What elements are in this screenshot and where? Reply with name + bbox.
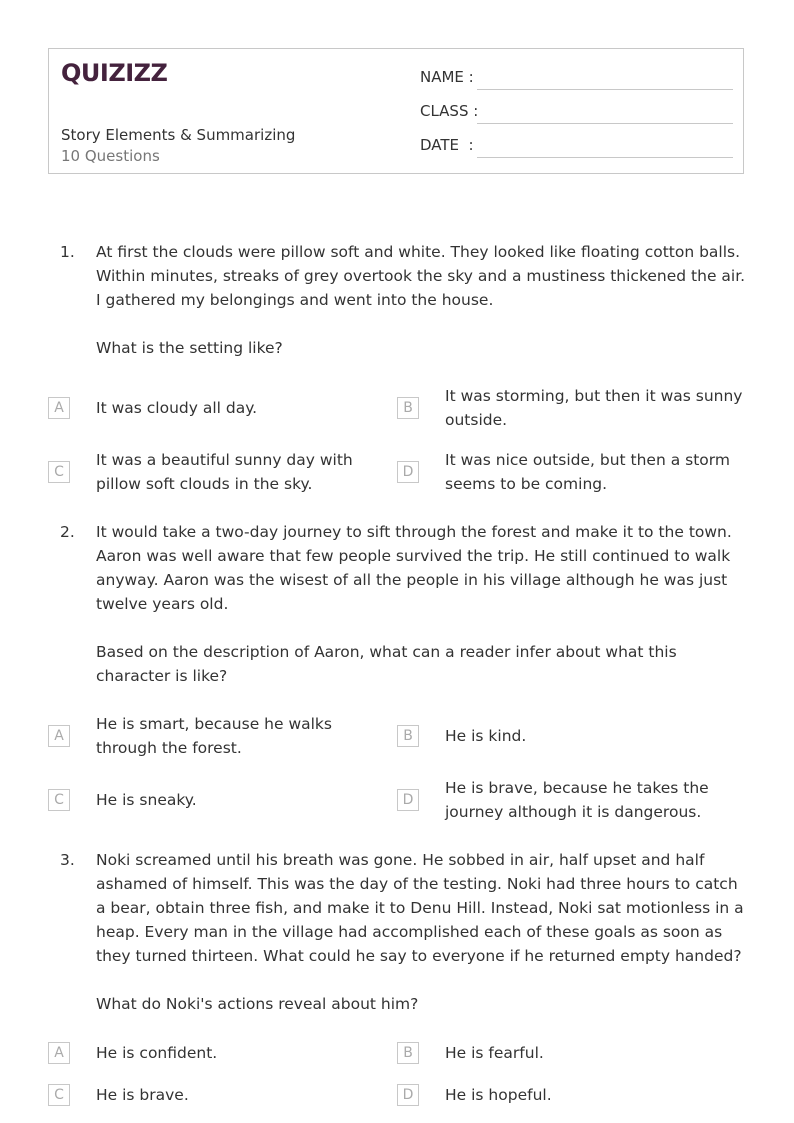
option-letter-box[interactable]: C	[48, 1084, 70, 1106]
class-field[interactable]	[477, 123, 733, 124]
option-text: He is fearful.	[445, 1044, 544, 1062]
date-field[interactable]	[477, 157, 733, 158]
question-prompt: What is the setting like?	[96, 339, 283, 357]
option-letter-box[interactable]: D	[397, 789, 419, 811]
option-letter-box[interactable]: A	[48, 725, 70, 747]
option-letter-box[interactable]: B	[397, 1042, 419, 1064]
question-prompt: What do Noki's actions reveal about him?	[96, 995, 419, 1013]
option-letter-box[interactable]: A	[48, 397, 70, 419]
question-text	[96, 240, 746, 360]
date-label: DATE :	[420, 136, 474, 154]
option-letter-box[interactable]: C	[48, 461, 70, 483]
option-letter-box[interactable]: D	[397, 461, 419, 483]
question-count: 10 Questions	[61, 147, 160, 165]
worksheet-header	[48, 48, 744, 174]
class-label: CLASS :	[420, 102, 479, 120]
question-number: 3.	[60, 851, 75, 869]
option-text: He is hopeful.	[445, 1086, 552, 1104]
name-field[interactable]	[477, 89, 733, 90]
question-number: 1.	[60, 243, 75, 261]
option-letter-box[interactable]: A	[48, 1042, 70, 1064]
option-text: He is confident.	[96, 1044, 218, 1062]
option-letter-box[interactable]: B	[397, 397, 419, 419]
option-text: It was a beautiful sunny day with pillow soft clouds in the sky.	[96, 451, 353, 493]
option-text: He is kind.	[445, 727, 527, 745]
question-text	[96, 520, 746, 688]
worksheet-title: Story Elements & Summarizing	[61, 126, 296, 144]
question-passage: It would take a two-day journey to sift through the forest and make it to the town. Aaron was well aware that few people survived the trip. He still continued to walk anyway. Aaron was the wisest of all the people in his village although he was just twelve years old.	[96, 523, 732, 613]
question-passage: At first the clouds were pillow soft and white. They looked like floating cotton balls. Within minutes, streaks of grey overtook the sky and a mustiness thickened the air. I gathered my belongings and went into the house.	[96, 243, 746, 309]
option-text: It was storming, but then it was sunny outside.	[445, 387, 743, 429]
question-number: 2.	[60, 523, 75, 541]
option-letter-box[interactable]: D	[397, 1084, 419, 1106]
option-text: He is brave.	[96, 1086, 189, 1104]
question-prompt: Based on the description of Aaron, what can a reader infer about what this character is like?	[96, 643, 677, 685]
option-text: It was nice outside, but then a storm seems to be coming.	[445, 451, 730, 493]
option-text: He is sneaky.	[96, 791, 197, 809]
option-letter-box[interactable]: B	[397, 725, 419, 747]
question-passage: Noki screamed until his breath was gone. He sobbed in air, half upset and half ashamed of himself. This was the day of the testing. Noki had three hours to catch a bear, obtain three fish, and make it to Denu Hill. Instead, Noki sat motionless in a heap. Every man in the village had accomplished each of these goals as soon as they turned thirteen. What could he say to everyone if he returned empty handed?	[96, 851, 744, 965]
option-text: He is smart, because he walks through the forest.	[96, 715, 332, 757]
option-letter-box[interactable]: C	[48, 789, 70, 811]
option-text: He is brave, because he takes the journey although it is dangerous.	[445, 779, 709, 821]
quizizz-logo: QUIZIZZ	[61, 59, 168, 87]
name-label: NAME :	[420, 68, 474, 86]
option-text: It was cloudy all day.	[96, 399, 258, 417]
question-text	[96, 848, 746, 1016]
